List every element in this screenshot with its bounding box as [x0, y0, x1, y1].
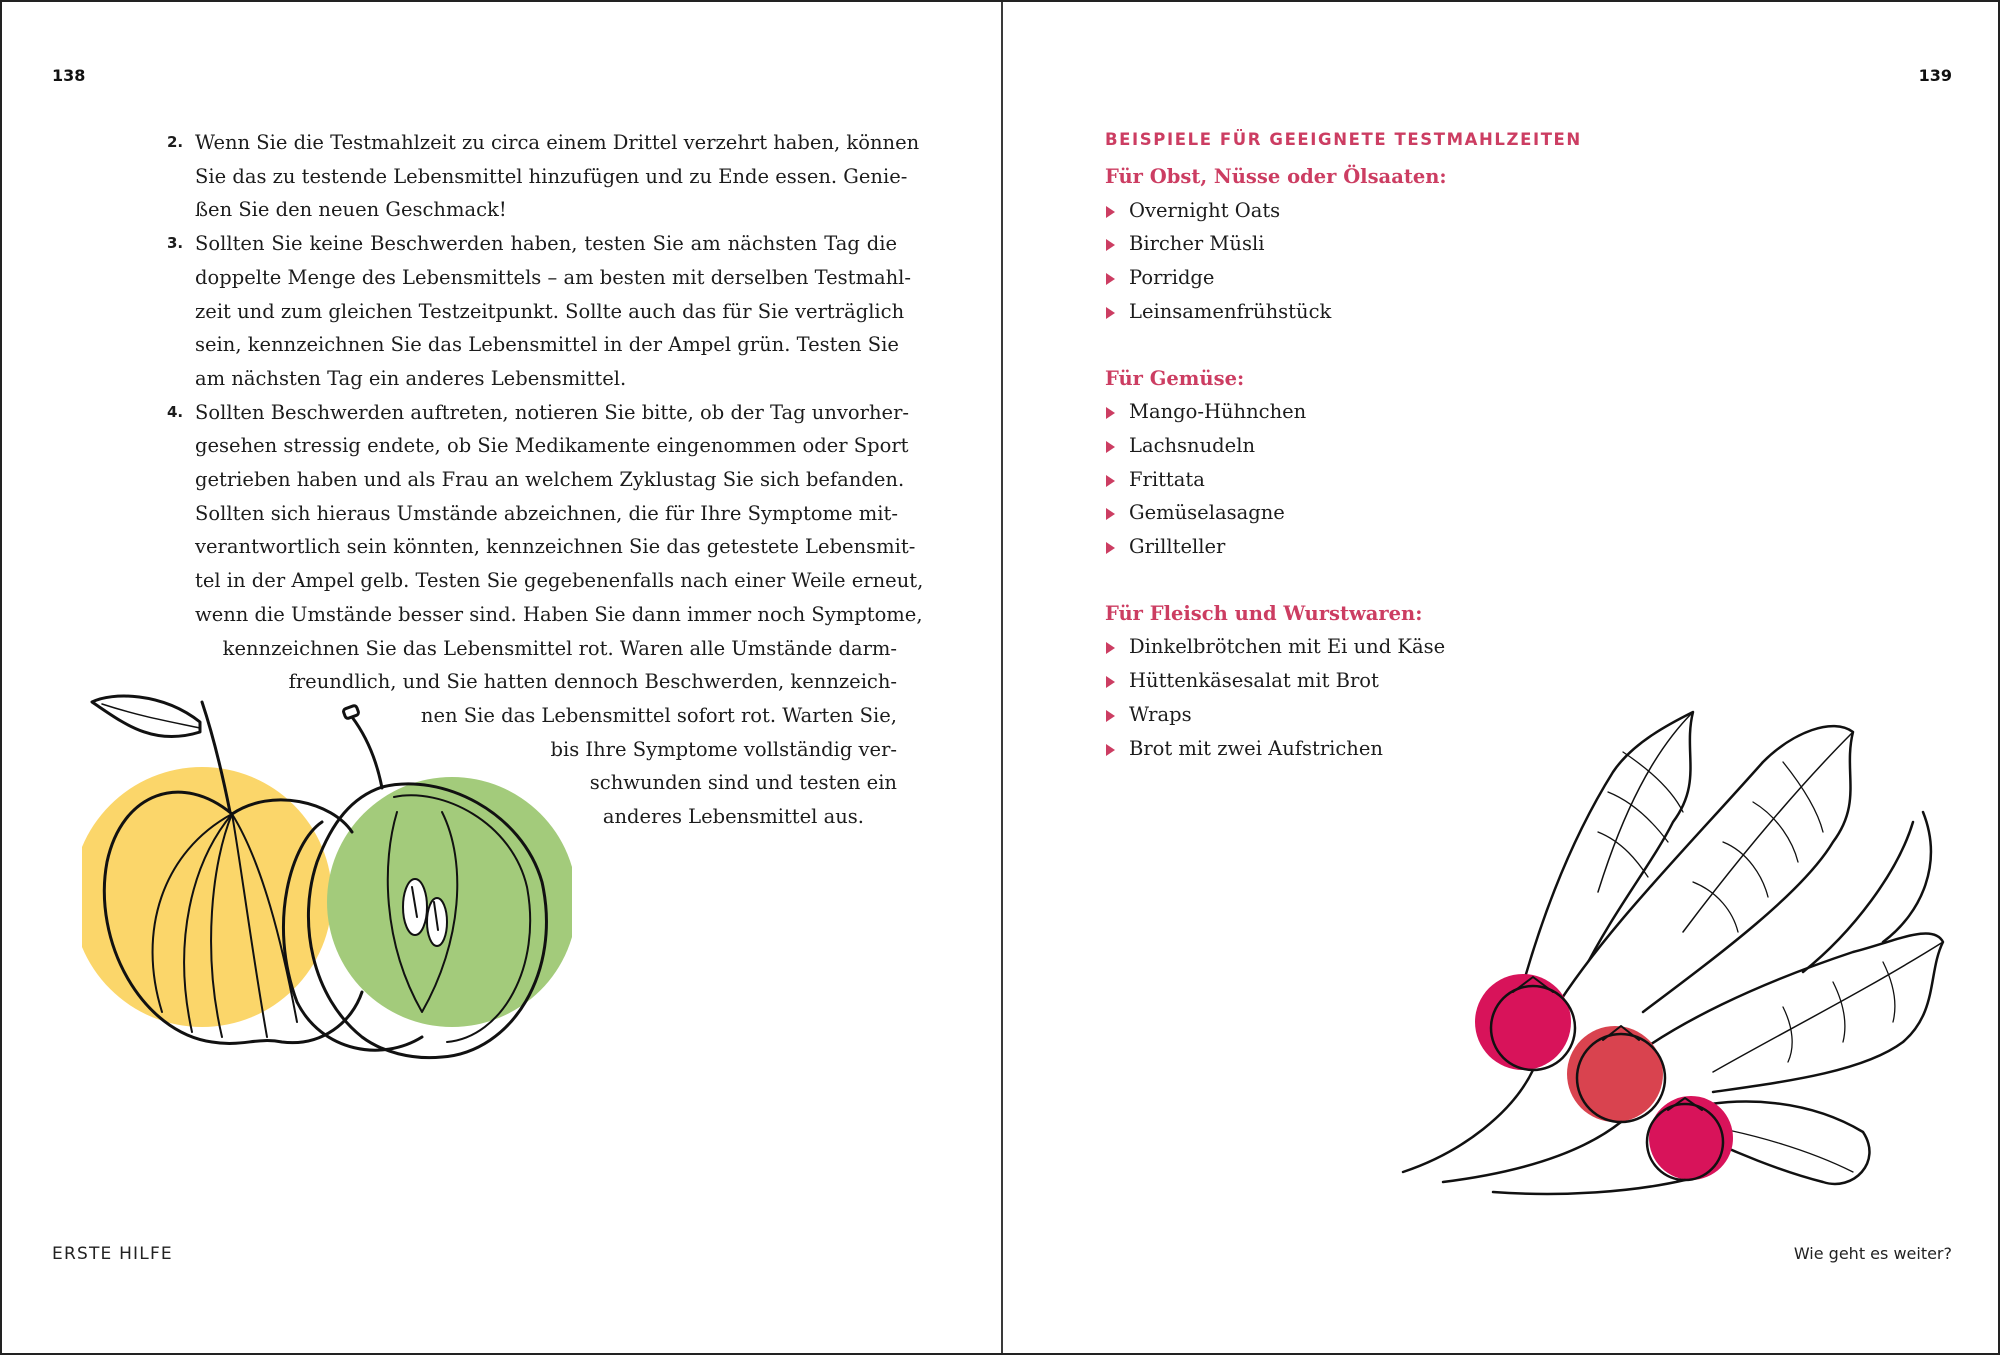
- text-line: bis Ihre Symptome vollständig ver-: [550, 737, 897, 761]
- triangle-right-icon: [1106, 307, 1115, 319]
- group-heading: Für Gemüse:: [1105, 366, 1245, 390]
- text-line: anderes Lebensmittel aus.: [602, 805, 864, 829]
- list-item: [1105, 194, 1705, 228]
- step-item: [167, 126, 920, 227]
- triangle-right-icon: [1106, 407, 1115, 419]
- list-item: [1105, 395, 1705, 429]
- page-number-right: 139: [1918, 66, 1952, 85]
- list-item: [1105, 227, 1705, 261]
- running-footer-left: ERSTE HILFE: [52, 1244, 173, 1264]
- apples-illustration: [82, 692, 572, 1072]
- list-item: [1105, 429, 1705, 463]
- running-footer-right: Wie geht es weiter?: [1793, 1244, 1952, 1263]
- list-item-label: Dinkelbrötchen mit Ei und Käse: [1129, 635, 1446, 659]
- list-item-label: Bircher Müsli: [1129, 232, 1265, 256]
- text-line: tel in der Ampel gelb. Testen Sie gegebenenfalls nach einer Weile erneut,: [195, 569, 924, 593]
- text-line: Sollten Beschwerden auftreten, notieren Sie bitte, ob der Tag unvorher-: [195, 400, 909, 424]
- text-line: freundlich, und Sie hatten dennoch Beschwerden, kennzeich-: [288, 670, 897, 694]
- triangle-right-icon: [1106, 642, 1115, 654]
- section-title: BEISPIELE FÜR GEEIGNETE TESTMAHLZEITEN: [1105, 130, 1582, 149]
- triangle-right-icon: [1106, 441, 1115, 453]
- step-number: 3.: [167, 234, 184, 253]
- triangle-right-icon: [1106, 676, 1115, 688]
- triangle-right-icon: [1106, 239, 1115, 251]
- list-item-label: Gemüselasagne: [1129, 501, 1285, 525]
- text-line: verantwortlich sein könnten, kennzeichnen Sie das getestete Lebensmit-: [195, 535, 916, 559]
- text-line: am nächsten Tag ein anderes Lebensmittel.: [195, 366, 627, 390]
- triangle-right-icon: [1106, 475, 1115, 487]
- text-line: kennzeichnen Sie das Lebensmittel rot. Waren alle Umstände darm-: [222, 636, 897, 660]
- text-line: wenn die Umstände besser sind. Haben Sie dann immer noch Symptome,: [195, 602, 923, 626]
- triangle-right-icon: [1106, 508, 1115, 520]
- list-item-label: Wraps: [1129, 702, 1192, 726]
- list-item-label: Lachsnudeln: [1129, 433, 1255, 457]
- list-item: [1105, 630, 1705, 664]
- text-line: doppelte Menge des Lebensmittels – am besten mit derselben Testmahl-: [195, 265, 911, 289]
- list-item-label: Mango-Hühnchen: [1129, 400, 1307, 424]
- group-heading: Für Fleisch und Wurstwaren:: [1105, 601, 1423, 625]
- list-item-label: Porridge: [1129, 266, 1215, 290]
- meal-group: [1105, 160, 1705, 329]
- list-item-label: Frittata: [1129, 467, 1205, 491]
- list-item: [1105, 496, 1705, 530]
- triangle-right-icon: [1106, 273, 1115, 285]
- list-item: [1105, 261, 1705, 295]
- text-line: Sollten Sie keine Beschwerden haben, testen Sie am nächsten Tag die: [195, 232, 897, 256]
- left-page: [2, 2, 1001, 1353]
- text-line: zeit und zum gleichen Testzeitpunkt. Sollte auch das für Sie verträglich: [195, 299, 905, 323]
- text-line: getrieben haben und als Frau an welchem Zyklustag Sie sich befanden.: [195, 468, 905, 492]
- text-line: sein, kennzeichnen Sie das Lebensmittel in der Ampel grün. Testen Sie: [195, 333, 899, 357]
- step-number: 2.: [167, 133, 184, 151]
- page-number-left: 138: [52, 66, 86, 85]
- radishes-illustration: [1383, 692, 1953, 1212]
- group-list: [1105, 194, 1705, 329]
- list-item-label: Overnight Oats: [1129, 198, 1281, 222]
- text-line: Sollten sich hieraus Umstände abzeichnen, die für Ihre Symptome mit-: [195, 501, 898, 525]
- text-line: gesehen stressig endete, ob Sie Medikamente eingenommen oder Sport: [195, 434, 909, 458]
- text-line: nen Sie das Lebensmittel sofort rot. Warten Sie,: [420, 703, 897, 727]
- step-number: 4.: [167, 402, 184, 421]
- list-item: [1105, 530, 1705, 564]
- list-item-label: Brot mit zwei Aufstrichen: [1129, 736, 1383, 760]
- list-item: [1105, 463, 1705, 497]
- triangle-right-icon: [1106, 744, 1115, 756]
- group-heading: Für Obst, Nüsse oder Ölsaaten:: [1105, 165, 1447, 188]
- triangle-right-icon: [1106, 206, 1115, 218]
- triangle-right-icon: [1106, 710, 1115, 722]
- triangle-right-icon: [1106, 542, 1115, 554]
- meal-group: [1105, 362, 1705, 564]
- list-item-label: Grillteller: [1129, 535, 1226, 559]
- list-item-label: Leinsamenfrühstück: [1129, 299, 1332, 323]
- list-item-label: Hüttenkäsesalat mit Brot: [1129, 669, 1379, 693]
- text-line: Sie das zu testende Lebensmittel hinzufügen und zu Ende essen. Genie-: [195, 164, 908, 188]
- right-page: [1003, 2, 2000, 1353]
- step-item: [167, 227, 911, 396]
- group-list: [1105, 395, 1705, 564]
- text-line: ßen Sie den neuen Geschmack!: [195, 198, 507, 222]
- text-line: Wenn Sie die Testmahlzeit zu circa einem Drittel verzehrt haben, können: [195, 131, 920, 154]
- text-line: schwunden sind und testen ein: [589, 771, 897, 795]
- list-item: [1105, 295, 1705, 329]
